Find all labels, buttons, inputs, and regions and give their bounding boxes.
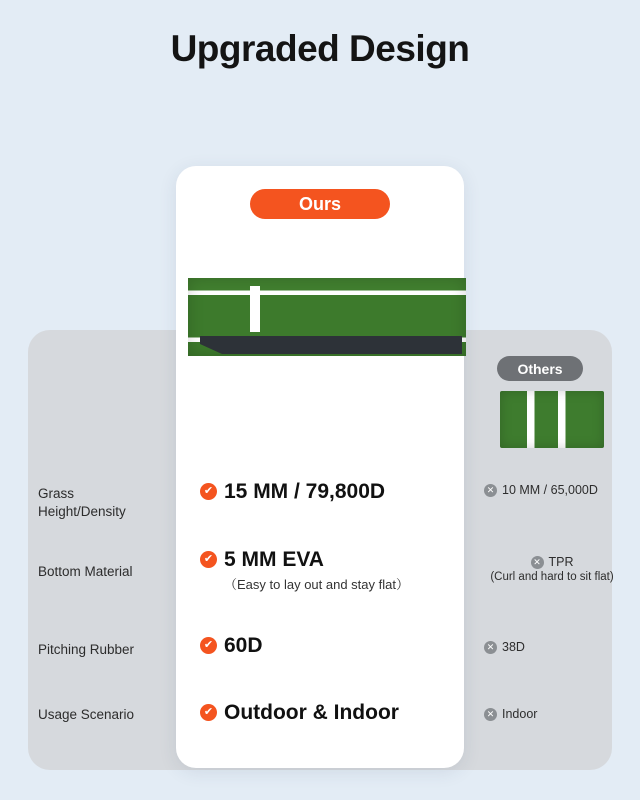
check-icon: ✔: [200, 637, 217, 654]
cross-icon: ✕: [531, 556, 544, 569]
others-value-text: TPR: [548, 555, 574, 569]
ours-value-text: 15 MM / 79,800D: [224, 480, 386, 503]
row-label-grass-height-density: [38, 485, 168, 521]
others-value-text: 38D: [502, 640, 525, 654]
others-value-main: [531, 554, 574, 570]
others-value-text: 10 MM / 65,000D: [502, 483, 598, 497]
others-value-usage-scenario: [484, 706, 624, 722]
cross-icon: ✕: [484, 708, 497, 721]
others-value-grass-height-density: [484, 482, 624, 498]
check-icon: ✔: [200, 551, 217, 568]
others-value-note: (Curl and hard to sit flat): [490, 571, 614, 583]
ours-turf-base: [200, 336, 462, 354]
row-label-line-1: Usage Scenario: [38, 707, 135, 722]
ours-value-pitching-rubber: [200, 633, 450, 658]
others-value-bottom-material: [476, 554, 628, 585]
others-value-pitching-rubber: [484, 639, 624, 655]
ours-value-usage-scenario: [200, 700, 450, 725]
ours-value-bottom-material: [200, 547, 450, 593]
ours-value-text: 5 MM EVA: [224, 548, 324, 571]
ours-column-badge: Ours: [250, 189, 390, 219]
row-label-bottom-material: [38, 563, 168, 581]
cross-icon: ✕: [484, 641, 497, 654]
others-column-badge: Others: [497, 356, 583, 381]
check-icon: ✔: [200, 704, 217, 721]
check-icon: ✔: [200, 483, 217, 500]
ours-value-text: 60D: [224, 634, 263, 657]
page-title: Upgraded Design: [170, 28, 470, 69]
ours-turf-stripe: [250, 286, 260, 332]
row-label-pitching-rubber: [38, 641, 168, 659]
row-label-line-1: Pitching Rubber: [38, 642, 135, 657]
ours-value-grass-height-density: [200, 479, 450, 504]
ours-value-note: （Easy to lay out and stay flat）: [224, 577, 409, 592]
ours-value-text: Outdoor & Indoor: [224, 701, 399, 724]
others-turf-image: [500, 391, 604, 448]
ours-turf-image: [188, 278, 466, 370]
others-value-text: Indoor: [502, 707, 538, 721]
row-label-line-1: Bottom Material: [38, 564, 133, 579]
ours-card: [176, 166, 464, 768]
row-label-line-2: Height/Density: [38, 504, 126, 519]
cross-icon: ✕: [484, 484, 497, 497]
row-label-line-1: Grass: [38, 486, 75, 501]
row-label-usage-scenario: [38, 706, 168, 724]
